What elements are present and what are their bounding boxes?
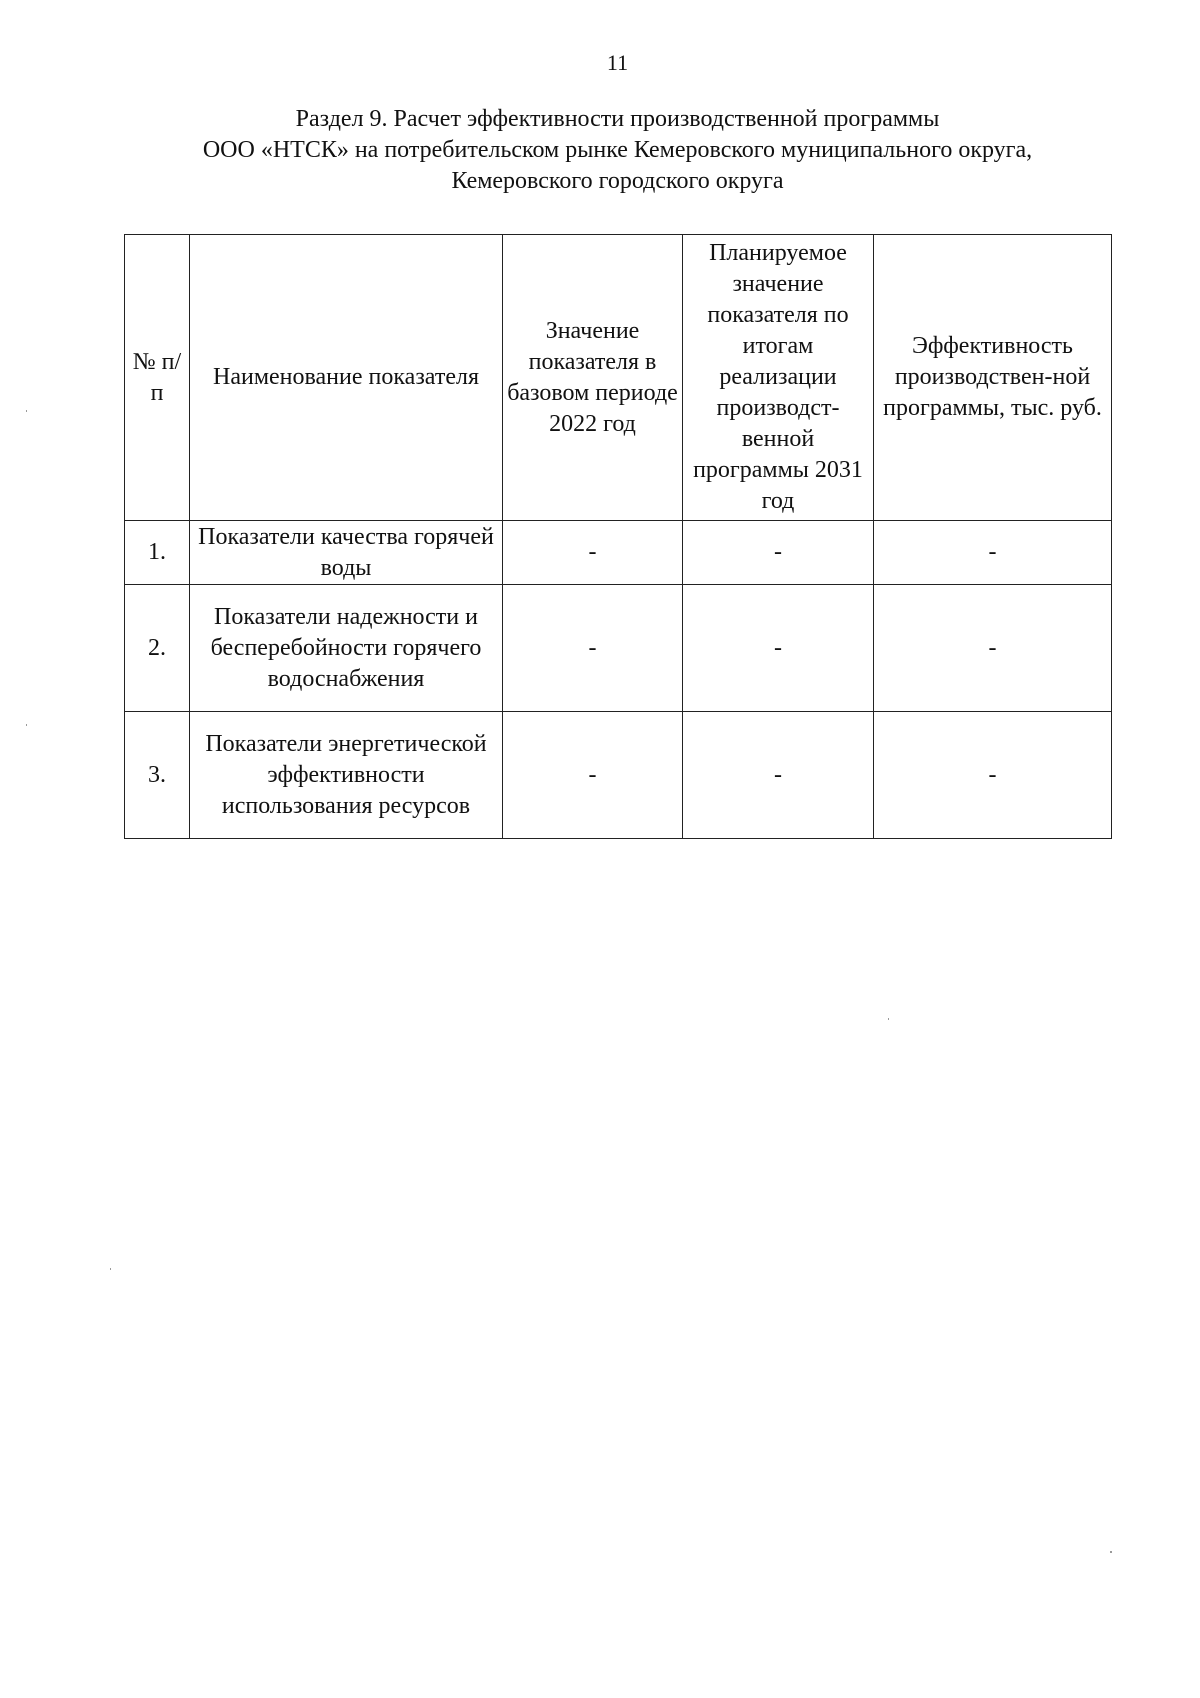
- row-num: 2.: [125, 585, 190, 712]
- header-base-value: Значение показателя в базовом периоде 2022 год: [503, 235, 683, 521]
- table-row: [125, 712, 1112, 839]
- row-efficiency: -: [874, 521, 1112, 585]
- row-efficiency: -: [874, 585, 1112, 712]
- row-name: Показатели надежности и бесперебойности горячего водоснабжения: [190, 585, 503, 712]
- page-number: 11: [606, 50, 629, 75]
- section-title-line-2: ООО «НТСК» на потребительском рынке Кемеровского муниципального округа,: [202, 137, 1033, 163]
- row-base-value: -: [503, 585, 683, 712]
- row-name: Показатели качества горячей воды: [190, 521, 503, 585]
- scan-speck: [110, 1268, 111, 1270]
- section-title: [100, 104, 1135, 197]
- scan-speck: [888, 1018, 889, 1020]
- section-title-line-1: Раздел 9. Расчет эффективности производственной программы: [295, 106, 940, 132]
- row-planned-value: -: [683, 521, 874, 585]
- row-num: 1.: [125, 521, 190, 585]
- row-base-value: -: [503, 712, 683, 839]
- row-planned-value: -: [683, 585, 874, 712]
- row-base-value: -: [503, 521, 683, 585]
- scan-speck: [26, 724, 27, 726]
- header-num: № п/п: [125, 235, 190, 521]
- scan-speck: [26, 410, 27, 412]
- row-efficiency: -: [874, 712, 1112, 839]
- section-title-line-3: Кемеровского городского округа: [451, 168, 784, 194]
- row-name: Показатели энергетической эффективности использования ресурсов: [190, 712, 503, 839]
- header-name: Наименование показателя: [190, 235, 503, 521]
- row-planned-value: -: [683, 712, 874, 839]
- efficiency-table: [124, 234, 1112, 839]
- table-row: [125, 521, 1112, 585]
- header-efficiency: Эффективность производствен-ной программы, тыс. руб.: [874, 235, 1112, 521]
- scan-speck: [1110, 1551, 1112, 1553]
- header-planned-value: Планируемое значение показателя по итогам реализации производст-венной программы 2031 год: [683, 235, 874, 521]
- table-header-row: [125, 235, 1112, 521]
- table-row: [125, 585, 1112, 712]
- row-num: 3.: [125, 712, 190, 839]
